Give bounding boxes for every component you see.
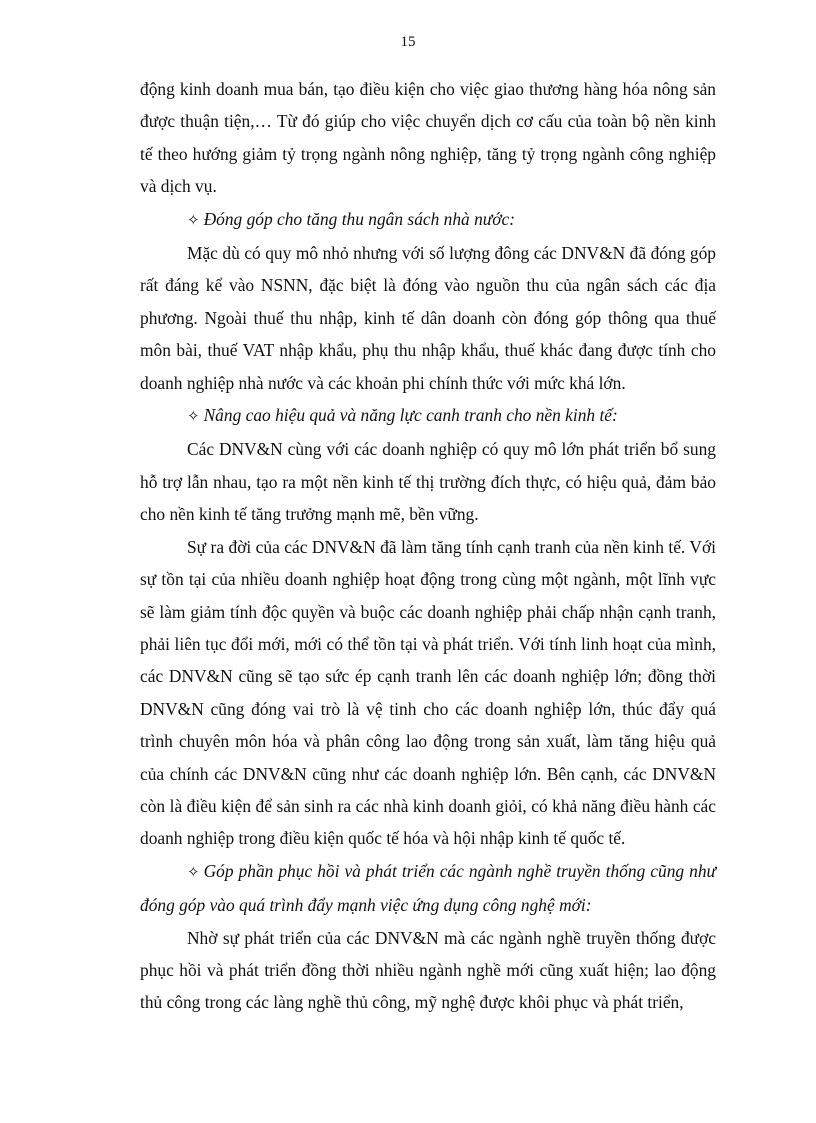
paragraph-competitiveness-2: Sự ra đời của các DNV&N đã làm tăng tính cạnh tranh của nền kinh tế. Với sự tồn tại của nhiều doanh nghiệp hoạt động trong cùng một ngành, một lĩnh vực sẽ làm giảm tính độc quyền và buộc các doanh nghiệp phải chấp nhận cạnh tranh, phải liên tục đổi mới, mới có thể tồn tại và phát triển. Với tính linh hoạt của mình, các DNV&N cũng sẽ tạo sức ép cạnh tranh lên các doanh nghiệp lớn; đồng thời DNV&N cũng đóng vai trò là vệ tinh cho các doanh nghiệp lớn, thúc đẩy quá trình chuyên môn hóa và phân công lao động trong sản xuất, làm tăng hiệu quả của chính các DNV&N cũng như các doanh nghiệp lớn. Bên cạnh, các DNV&N còn là điều kiện để sản sinh ra các nhà kinh doanh giỏi, có khả năng điều hành các doanh nghiệp trong điều kiện quốc tế hóa và hội nhập kinh tế quốc tế. xyxy=(140,536,716,849)
page-body xyxy=(140,73,716,1019)
heading-text: Đóng góp cho tăng thu ngân sách nhà nước: xyxy=(203,208,516,229)
paragraph-continuation: động kinh doanh mua bán, tạo điều kiện cho việc giao thương hàng hóa nông sản được thuận tiện,… Từ đó giúp cho việc chuyển dịch cơ cấu của toàn bộ nền kinh tế theo hướng giảm tỷ trọng ngành nông nghiệp, tăng tỷ trọng ngành công nghiệp và dịch vụ. xyxy=(140,79,716,197)
section-heading-competitiveness xyxy=(140,399,716,433)
star-bullet-icon: ✧ xyxy=(187,864,200,881)
paragraph-budget: Mặc dù có quy mô nhỏ nhưng với số lượng đông các DNV&N đã đóng góp rất đáng kể vào NSNN, đặc biệt là đóng vào nguồn thu của ngân sách các địa phương. Ngoài thuế thu nhập, kinh tế dân doanh còn đóng góp thông qua thuế môn bài, thuế VAT nhập khẩu, phụ thu nhập khẩu, thuế khác đang được tính cho doanh nghiệp nhà nước và các khoản phi chính thức với mức khá lớn. xyxy=(140,243,716,393)
heading-text: Góp phần phục hồi và phát triển các ngành nghề truyền thống cũng như đóng góp vào quá trình đẩy mạnh việc ứng dụng công nghệ mới: xyxy=(140,860,716,916)
section-heading-budget xyxy=(140,203,716,237)
section-heading-traditional-crafts xyxy=(140,855,716,922)
paragraph-traditional-crafts: Nhờ sự phát triển của các DNV&N mà các ngành nghề truyền thống được phục hồi và phát triển đồng thời nhiều ngành nghề mới cũng xuất hiện; lao động thủ công trong các làng nghề thủ công, mỹ nghệ được khôi phục và phát triển, xyxy=(140,927,716,1013)
heading-text: Nâng cao hiệu quả và năng lực canh tranh cho nền kinh tế: xyxy=(203,405,618,426)
page-number: 15 xyxy=(400,34,416,50)
paragraph-competitiveness-1: Các DNV&N cùng với các doanh nghiệp có quy mô lớn phát triển bổ sung hỗ trợ lẫn nhau, tạo ra một nền kinh tế thị trường đích thực, có hiệu quả, đảm bảo cho nền kinh tế tăng trưởng mạnh mẽ, bền vững. xyxy=(140,439,716,525)
star-bullet-icon: ✧ xyxy=(187,409,200,426)
star-bullet-icon: ✧ xyxy=(187,212,200,229)
